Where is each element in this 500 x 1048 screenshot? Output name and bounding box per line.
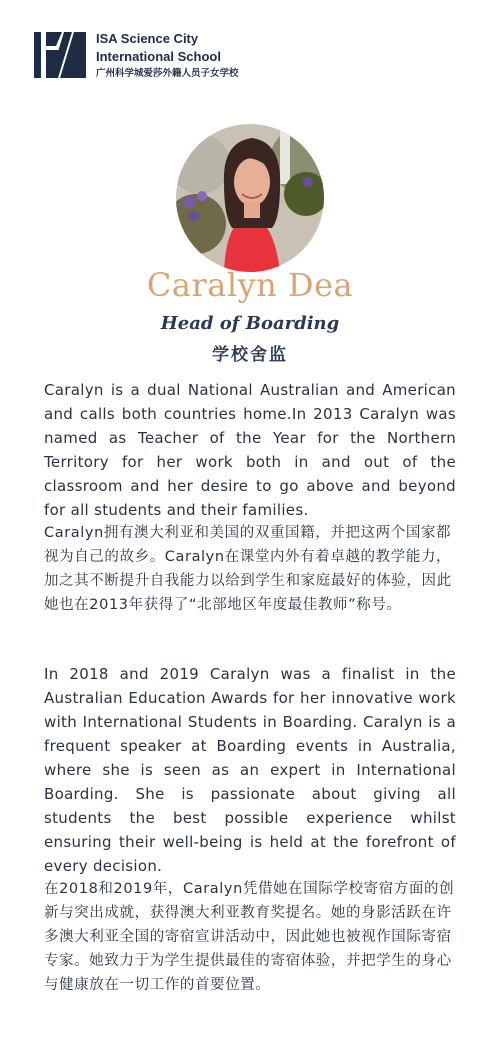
portrait-photo-icon (176, 124, 324, 272)
school-header (34, 30, 334, 86)
school-name-chinese: 广州科学城爱莎外籍人员子女学校 (96, 68, 239, 79)
bio-paragraph-chinese-2: 在2018和2019年，Caralyn凭借她在国际学校寄宿方面的创新与突出成就，获得澳大利亚教育奖提名。她的身影活跃在许多澳大利亚全国的寄宿宣讲活动中，因此她也被视作国际寄宿专家。她致力于为学生提供最佳的寄宿体验，并把学生的身心与健康放在一切工作的首要位置。 (44, 881, 455, 993)
person-name: Caralyn Dea (146, 266, 354, 304)
bio-paragraph-english-1: Caralyn is a dual National Australian and American and calls both countries home.In 2013 Caralyn was named as Teacher of the Year for the Northern Territory for her work both in and out of the classroom and her desire to go above and beyond for all students and their families. (44, 381, 456, 519)
school-name-line2: International School (96, 49, 221, 64)
profile-photo (176, 124, 324, 272)
person-title: Head of Boarding (160, 313, 340, 334)
bio-paragraph-chinese-1: Caralyn拥有澳大利亚和美国的双重国籍，并把这两个国家都视为自己的故乡。Caralyn在课堂内外有着卓越的教学能力，加之其不断提升自我能力以给到学生和家庭最好的体验，因此她也在2013年获得了“北部地区年度最佳教师”称号。 (44, 525, 452, 613)
school-name-line1: ISA Science City (96, 31, 199, 46)
person-title-chinese: 学校舍监 (212, 345, 288, 365)
isa-logo-icon (34, 32, 86, 78)
bio-paragraph-english-2: In 2018 and 2019 Caralyn was a finalist in the Australian Education Awards for her innovative work with International Students in Boarding. Caralyn is a frequent speaker at Boarding events in Australia, where she is seen as an expert in International Boarding. She is passionate about giving all students the best possible experience whilst ensuring their well-being is held at the forefront of every decision. (44, 665, 456, 875)
